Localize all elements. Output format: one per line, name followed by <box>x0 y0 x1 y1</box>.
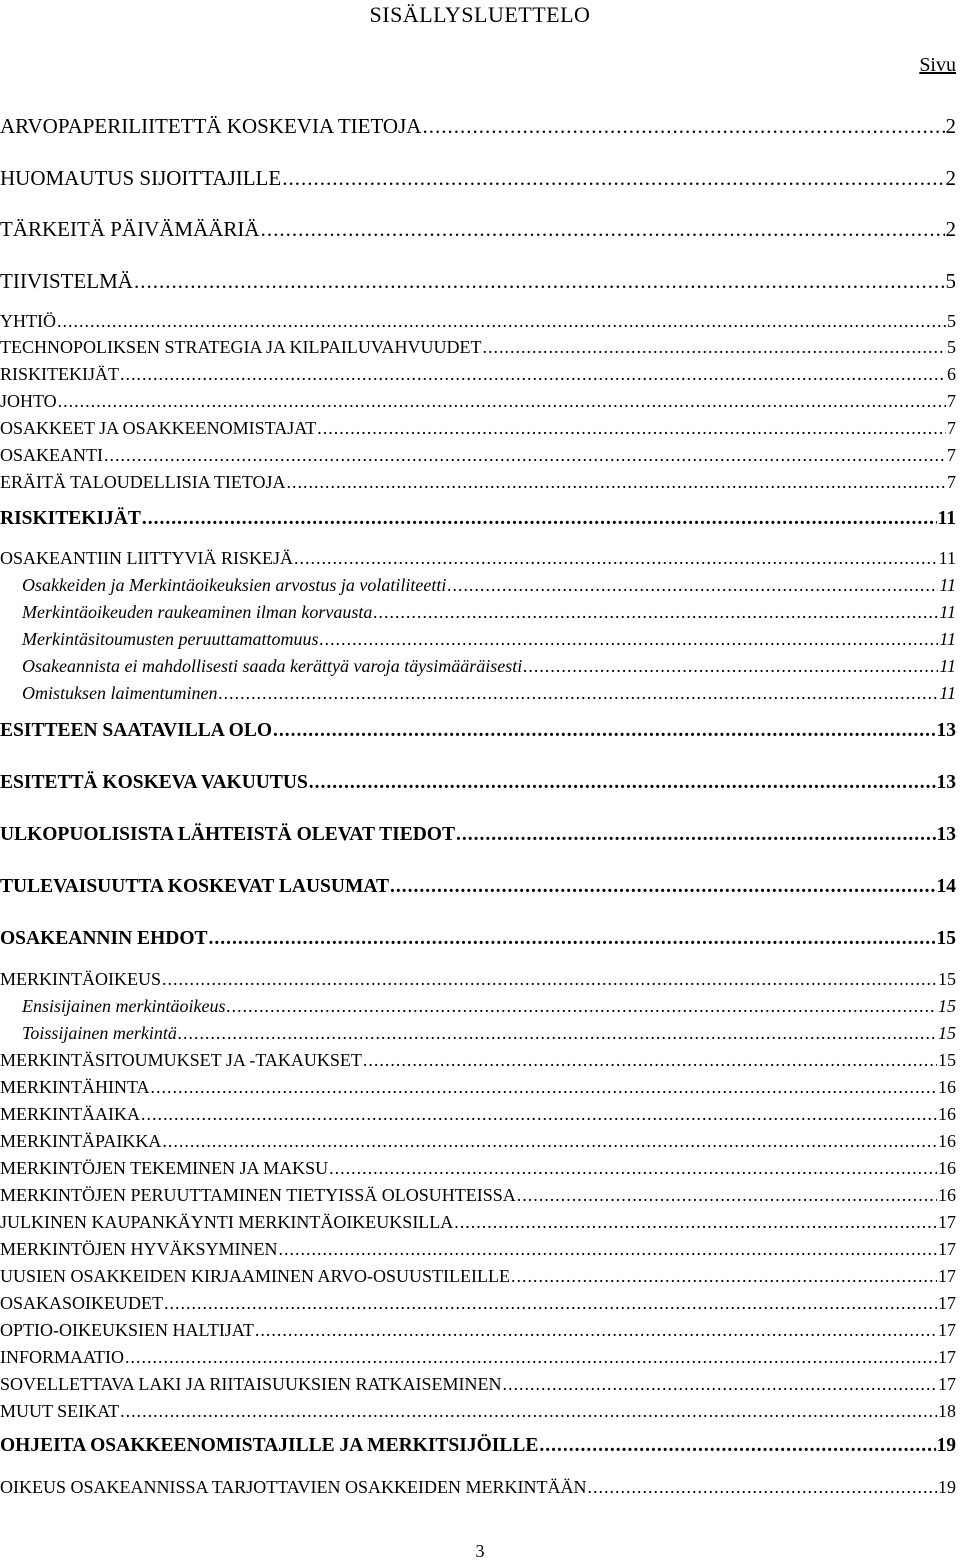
toc-entry[interactable] <box>0 1435 956 1457</box>
toc-entry-page: 18 <box>938 1401 956 1421</box>
toc-leader-dots <box>218 683 938 704</box>
toc-entry[interactable] <box>0 1239 956 1260</box>
toc-entry-page: 17 <box>938 1374 956 1394</box>
toc-entry-page: 17 <box>938 1212 956 1232</box>
toc-entry-label: OSAKKEET JA OSAKKEENOMISTAJAT <box>0 418 317 438</box>
toc-leader-dots <box>142 508 937 530</box>
toc-entry-page: 16 <box>938 1131 956 1151</box>
toc-entry-label: MUUT SEIKAT <box>0 1401 120 1421</box>
toc-leader-dots <box>523 656 938 677</box>
toc-leader-dots <box>317 418 946 439</box>
toc-entry-page: 13 <box>936 824 956 845</box>
toc-entry-label: Ensisijainen merkintäoikeus <box>22 996 226 1016</box>
toc-entry-page: 16 <box>938 1185 956 1205</box>
toc-entry-page: 17 <box>938 1293 956 1313</box>
toc-leader-dots <box>447 575 938 596</box>
toc-entry-label: ARVOPAPERILIITETTÄ KOSKEVIA TIETOJA <box>0 114 422 138</box>
toc-entry-page: 5 <box>945 269 956 293</box>
toc-entry[interactable] <box>0 1477 956 1498</box>
toc-entry[interactable] <box>0 1266 956 1287</box>
toc-title: SISÄLLYSLUETTELO <box>369 2 591 27</box>
toc-entry-label: JULKINEN KAUPANKÄYNTI MERKINTÄOIKEUKSILLA <box>0 1212 454 1232</box>
toc-leader-dots <box>329 1158 937 1179</box>
toc-entry-label: SOVELLETTAVA LAKI JA RIITAISUUKSIEN RATKAISEMINEN <box>0 1374 502 1394</box>
toc-entry-label: MERKINTÄSITOUMUKSET JA -TAKAUKSET <box>0 1050 362 1070</box>
toc-leader-dots <box>294 548 938 569</box>
toc-leader-dots <box>178 1023 937 1044</box>
toc-leader-dots <box>587 1477 937 1498</box>
toc-entry[interactable] <box>0 928 956 950</box>
toc-entry[interactable] <box>0 656 956 677</box>
page-column-label: Sivu <box>919 54 956 76</box>
toc-leader-dots <box>58 391 946 412</box>
toc-entry-label: OHJEITA OSAKKEENOMISTAJILLE JA MERKITSIJÖILLE <box>0 1435 539 1456</box>
toc-entry[interactable] <box>0 1374 956 1395</box>
toc-entry-page: 15 <box>936 928 956 949</box>
toc-leader-dots <box>287 472 946 493</box>
toc-leader-dots <box>226 996 937 1017</box>
toc-entry[interactable] <box>0 996 956 1017</box>
toc-leader-dots <box>134 269 945 294</box>
toc-entry[interactable] <box>0 1185 956 1206</box>
toc-entry-label: ESITTEEN SAATAVILLA OLO <box>0 720 273 741</box>
toc-entry-label: OSAKASOIKEUDET <box>0 1293 163 1313</box>
toc-entry-page: 19 <box>936 1435 956 1456</box>
toc-entry-label: ESITETTÄ KOSKEVA VAKUUTUS <box>0 772 308 793</box>
toc-entry[interactable] <box>0 1104 956 1125</box>
toc-entry[interactable] <box>0 1347 956 1368</box>
toc-leader-dots <box>261 217 945 242</box>
toc-leader-dots <box>282 166 944 191</box>
toc-entry[interactable] <box>0 548 956 569</box>
toc-entry[interactable] <box>0 269 956 294</box>
toc-entry-label: OSAKEANNIN EHDOT <box>0 928 208 949</box>
toc-entry-label: MERKINTÄAIKA <box>0 1104 140 1124</box>
page-number: 3 <box>475 1541 485 1561</box>
toc-entry[interactable] <box>0 391 956 412</box>
toc-entry-label: Merkintäsitoumusten peruuttamattomuus <box>22 629 319 649</box>
toc-entry[interactable] <box>0 1077 956 1098</box>
toc-entry[interactable] <box>0 1050 956 1071</box>
toc-entry-label: TÄRKEITÄ PÄIVÄMÄÄRIÄ <box>0 217 260 241</box>
toc-entry-page: 15 <box>938 1050 956 1070</box>
toc-entry-page: 7 <box>947 391 956 411</box>
toc-entry-label: MERKINTÖJEN PERUUTTAMINEN TIETYISSÄ OLOSUHTEISSA <box>0 1185 516 1205</box>
toc-entry[interactable] <box>0 720 956 742</box>
toc-entry-label: YHTIÖ <box>0 311 56 331</box>
toc-entry-page: 16 <box>938 1158 956 1178</box>
toc-entry-label: Merkintäoikeuden raukeaminen ilman korvausta <box>22 602 373 622</box>
toc-leader-dots <box>517 1185 937 1206</box>
toc-leader-dots <box>279 1239 938 1260</box>
toc-entry-label: UUSIEN OSAKKEIDEN KIRJAAMINEN ARVO-OSUUSTILEILLE <box>0 1266 511 1286</box>
toc-entry[interactable] <box>0 508 956 530</box>
toc-entry-page: 11 <box>939 602 956 622</box>
toc-leader-dots <box>456 824 936 846</box>
toc-entry[interactable] <box>0 1131 956 1152</box>
toc-entry[interactable] <box>0 1401 956 1422</box>
toc-entry-page: 15 <box>938 1023 956 1043</box>
toc-leader-dots <box>255 1320 937 1341</box>
toc-leader-dots <box>483 337 946 358</box>
toc-leader-dots <box>162 1131 937 1152</box>
toc-entry-label: Omistuksen laimentuminen <box>22 683 218 703</box>
toc-leader-dots <box>120 1401 937 1422</box>
toc-entry[interactable] <box>0 114 956 139</box>
toc-entry-label: ULKOPUOLISISTA LÄHTEISTÄ OLEVAT TIEDOT <box>0 824 455 845</box>
toc-leader-dots <box>104 445 946 466</box>
toc-entry[interactable] <box>0 824 956 846</box>
toc-entry-page: 7 <box>947 445 956 465</box>
toc-leader-dots <box>162 969 937 990</box>
toc-entry-page: 11 <box>939 683 956 703</box>
toc-leader-dots <box>273 720 935 742</box>
toc-entry[interactable] <box>0 683 956 704</box>
toc-entry-page: 2 <box>945 217 956 241</box>
toc-leader-dots <box>125 1347 937 1368</box>
toc-leader-dots <box>539 1435 935 1457</box>
toc-entry-page: 19 <box>938 1477 956 1497</box>
toc-entry-page: 17 <box>938 1320 956 1340</box>
toc-entry-label: Toissijainen merkintä <box>22 1023 177 1043</box>
toc-entry-page: 7 <box>947 418 956 438</box>
toc-leader-dots <box>454 1212 937 1233</box>
toc-entry-label: MERKINTÄHINTA <box>0 1077 150 1097</box>
toc-entry-label: TIIVISTELMÄ <box>0 269 133 293</box>
toc-entry[interactable] <box>0 969 956 990</box>
toc-entry-page: 17 <box>938 1239 956 1259</box>
toc-entry-label: OSAKEANTIIN LIITTYVIÄ RISKEJÄ <box>0 548 293 568</box>
toc-entry[interactable] <box>0 1293 956 1314</box>
toc-leader-dots <box>363 1050 937 1071</box>
toc-leader-dots <box>502 1374 937 1395</box>
toc-entry-label: TECHNOPOLIKSEN STRATEGIA JA KILPAILUVAHVUUDET <box>0 337 482 357</box>
toc-leader-dots <box>390 876 935 898</box>
toc-entry-page: 5 <box>947 337 956 357</box>
toc-leader-dots <box>373 602 938 623</box>
toc-entry-label: JOHTO <box>0 391 57 411</box>
toc-entry-page: 11 <box>937 508 956 529</box>
toc-entry-page: 16 <box>938 1077 956 1097</box>
toc-entry-label: MERKINTÄPAIKKA <box>0 1131 162 1151</box>
toc-leader-dots <box>422 114 944 139</box>
toc-entry[interactable] <box>0 876 956 898</box>
toc-entry-label: MERKINTÖJEN TEKEMINEN JA MAKSU <box>0 1158 329 1178</box>
toc-entry-page: 11 <box>939 575 956 595</box>
toc-entry-label: HUOMAUTUS SIJOITTAJILLE <box>0 166 282 190</box>
toc-leader-dots <box>209 928 936 950</box>
toc-leader-dots <box>164 1293 937 1314</box>
toc-entry[interactable] <box>0 472 956 493</box>
toc-entry-label: ERÄITÄ TALOUDELLISIA TIETOJA <box>0 472 286 492</box>
toc-leader-dots <box>120 364 946 385</box>
toc-entry[interactable] <box>0 311 956 332</box>
toc-entry-page: 5 <box>947 311 956 331</box>
toc-entry-page: 11 <box>939 656 956 676</box>
toc-entry-page: 16 <box>938 1104 956 1124</box>
toc-entry[interactable] <box>0 602 956 623</box>
toc-entry[interactable] <box>0 337 956 358</box>
toc-entry-label: Osakkeiden ja Merkintäoikeuksien arvostus ja volatiliteetti <box>22 575 447 595</box>
toc-leader-dots <box>57 311 946 332</box>
toc-entry-page: 17 <box>938 1347 956 1367</box>
toc-entry[interactable] <box>0 575 956 596</box>
toc-entry[interactable] <box>0 1320 956 1341</box>
toc-entry-label: INFORMAATIO <box>0 1347 125 1367</box>
toc-entry[interactable] <box>0 364 956 385</box>
toc-entry[interactable] <box>0 166 956 191</box>
toc-entry[interactable] <box>0 1023 956 1044</box>
toc-leader-dots <box>151 1077 937 1098</box>
toc-entry-page: 17 <box>938 1266 956 1286</box>
toc-entry-page: 11 <box>939 629 956 649</box>
toc-entry-page: 7 <box>947 472 956 492</box>
toc-entry-label: Osakeannista ei mahdollisesti saada kerättyä varoja täysimääräisesti <box>22 656 523 676</box>
toc-entry-page: 15 <box>938 969 956 989</box>
toc-entry[interactable] <box>0 217 956 242</box>
toc-leader-dots <box>319 629 938 650</box>
toc-entry[interactable] <box>0 1158 956 1179</box>
toc-entry-label: OIKEUS OSAKEANNISSA TARJOTTAVIEN OSAKKEIDEN MERKINTÄÄN <box>0 1477 587 1497</box>
toc-entry[interactable] <box>0 1212 956 1233</box>
toc-leader-dots <box>511 1266 937 1287</box>
toc-entry-page: 2 <box>945 166 956 190</box>
toc-entry-label: OPTIO-OIKEUKSIEN HALTIJAT <box>0 1320 254 1340</box>
toc-entry-label: MERKINTÖJEN HYVÄKSYMINEN <box>0 1239 278 1259</box>
toc-entry-page: 2 <box>945 114 956 138</box>
toc-entry-label: RISKITEKIJÄT <box>0 364 119 384</box>
toc-entry-page: 6 <box>947 364 956 384</box>
toc-entry[interactable] <box>0 772 956 794</box>
toc-entry-label: RISKITEKIJÄT <box>0 508 141 529</box>
toc-entry[interactable] <box>0 418 956 439</box>
toc-entry-label: OSAKEANTI <box>0 445 103 465</box>
toc-entry-page: 13 <box>936 720 956 741</box>
toc-entry[interactable] <box>0 629 956 650</box>
toc-entry-page: 14 <box>936 876 956 897</box>
toc-leader-dots <box>141 1104 937 1125</box>
toc-entry-page: 13 <box>936 772 956 793</box>
toc-entry-label: TULEVAISUUTTA KOSKEVAT LAUSUMAT <box>0 876 390 897</box>
toc-entry-page: 15 <box>938 996 956 1016</box>
toc-entry-label: MERKINTÄOIKEUS <box>0 969 161 989</box>
toc-entry[interactable] <box>0 445 956 466</box>
toc-leader-dots <box>309 772 936 794</box>
toc-entry-page: 11 <box>938 548 956 568</box>
